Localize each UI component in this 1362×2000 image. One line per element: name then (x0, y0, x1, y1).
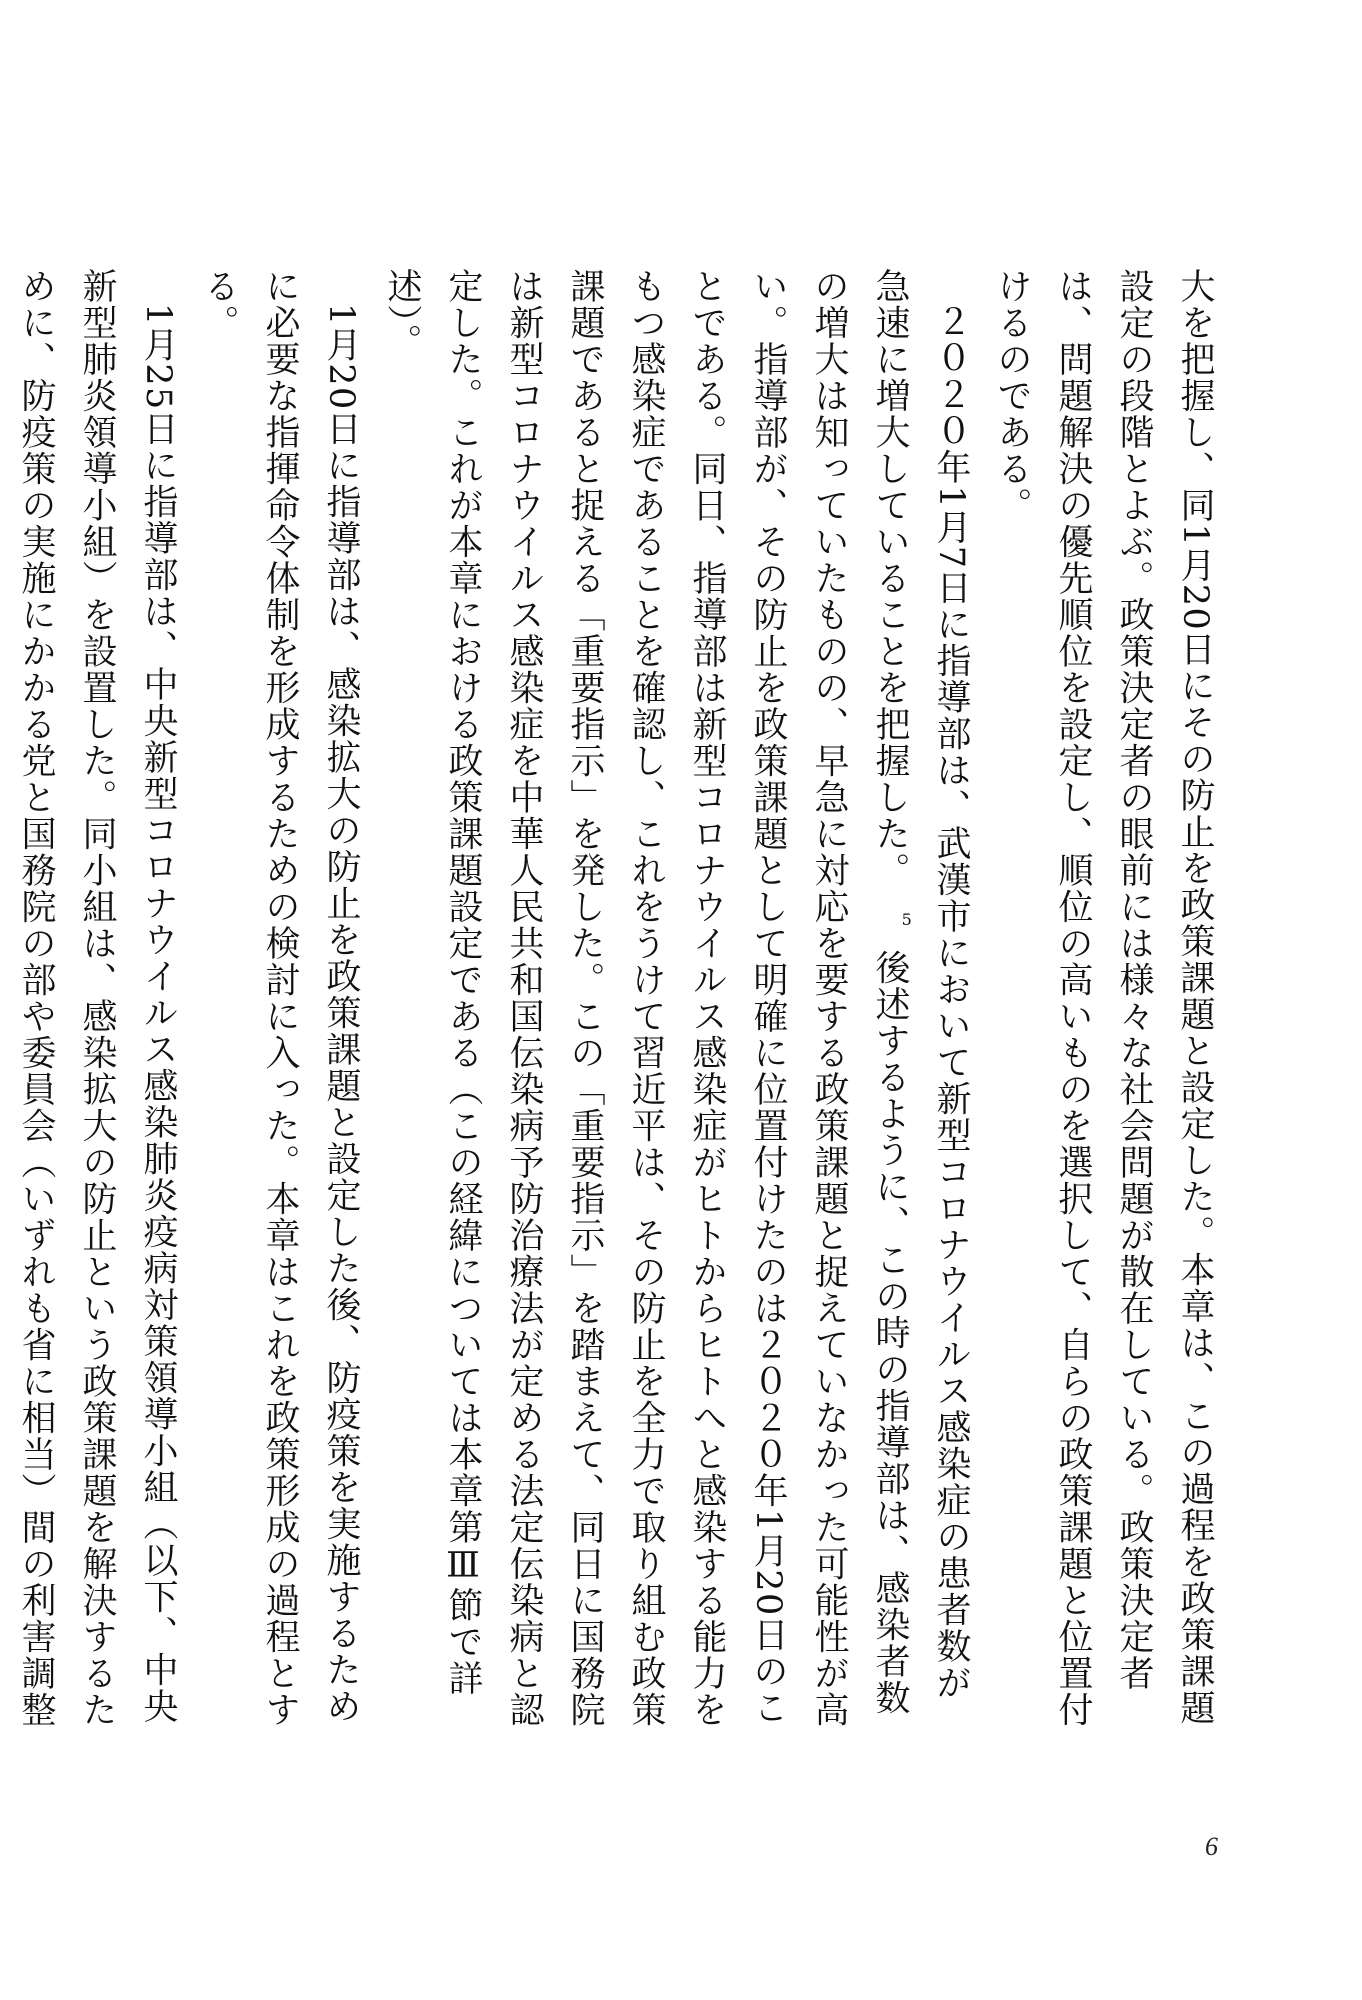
page-number: 6 (1205, 1832, 1218, 1861)
paragraph-3: 1月20日に指導部は、感染拡大の防止を政策課題と設定した後、防疫策を実施するために必要な指揮命令体制を形成するための検討に入った。本章はこれを政策形成の過程とする。 (199, 268, 361, 1728)
paragraph-4: 1月25日に指導部は、中央新型コロナウイルス感染肺炎疫病対策領導小組（以下、中央新型肺炎領導小組）を設置した。同小組は、感染拡大の防止という政策課題を解決するために、防疫策の実施にかかる党と国務院の部や委員会（いずれも省に相当）間の利害調整 (16, 268, 178, 1728)
body-text (16, 268, 1225, 1728)
paragraph-1: 大を把握し、同1月20日にその防止を政策課題と設定した。本章は、この過程を政策課題設定の段階とよぶ。政策決定者の眼前には様々な社会問題が散在している。政策決定者は、問題解決の優先順位を設定し、順位の高いものを選択して、自らの政策課題と位置付けるのである。 (992, 268, 1215, 1728)
paragraph-2: ２０２０年1月7日に指導部は、武漢市において新型コロナウイルス感染症の患者数が急速に増大していることを把握した。5後述するように、この時の指導部は、感染者数の増大は知っていたものの、早急に対応を要する政策課題と捉えていなかった可能性が高い。指導部が、その防止を政策課題として明確に位置付けたのは２０２０年1月20日のことである。同日、指導部は新型コロナウイルス感染症がヒトからヒトへと感染する能力をもつ感染症であることを確認し、これをうけて習近平は、その防止を全力で取り組む政策課題であると捉える「重要指示」を発した。この「重要指示」を踏まえて、同日に国務院は新型コロナウイルス感染症を中華人民共和国伝染病予防治療法が定める法定伝染病と認定した。これが本章における政策課題設定である（この経緯については本章第Ⅲ節で詳述）。 (382, 268, 971, 1728)
footnote-marker: 5 (901, 909, 914, 929)
